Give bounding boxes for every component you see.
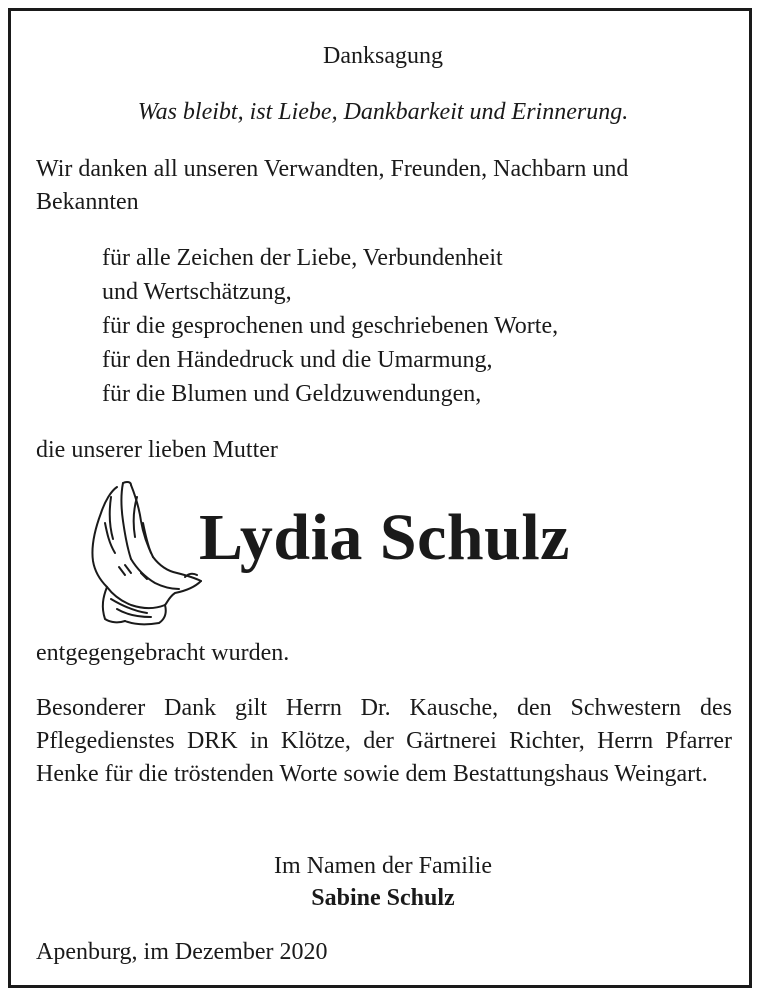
obituary-notice — [8, 8, 752, 988]
deceased-name: Lydia Schulz — [199, 501, 570, 574]
praying-hands-icon — [81, 477, 205, 627]
signature-name: Sabine Schulz — [311, 885, 455, 911]
notice-title: Danksagung — [323, 43, 443, 69]
place-date: Apenburg, im Dezember 2020 — [36, 939, 328, 965]
list-item: für die Blumen und Geldzuwendungen, — [102, 381, 482, 407]
list-item: für die gesprochenen und geschriebenen Worte, — [102, 313, 559, 339]
list-item: für den Händedruck und die Umarmung, — [102, 347, 493, 373]
lead-text: die unserer lieben Mutter — [36, 437, 278, 463]
motto: Was bleibt, ist Liebe, Dankbarkeit und Erinnerung. — [137, 99, 629, 125]
signature-intro: Im Namen der Familie — [274, 853, 492, 879]
after-text: entgegengebracht wurden. — [36, 640, 290, 666]
intro-line-1: Wir danken all unseren Verwandten, Freunden, Nachbarn und — [36, 156, 629, 182]
list-item: für alle Zeichen der Liebe, Verbundenheit — [102, 245, 503, 271]
list-item: und Wertschätzung, — [102, 279, 292, 305]
intro-line-2: Bekannten — [36, 189, 139, 215]
special-thanks-paragraph: Besonderer Dank gilt Herrn Dr. Kausche, den Schwestern des Pflegedienstes DRK in Klötze, der Gärtnerei Richter, Herrn Pfarrer Henke für die tröstenden Worte sowie dem Bestattungshaus Weingart. — [36, 695, 732, 787]
